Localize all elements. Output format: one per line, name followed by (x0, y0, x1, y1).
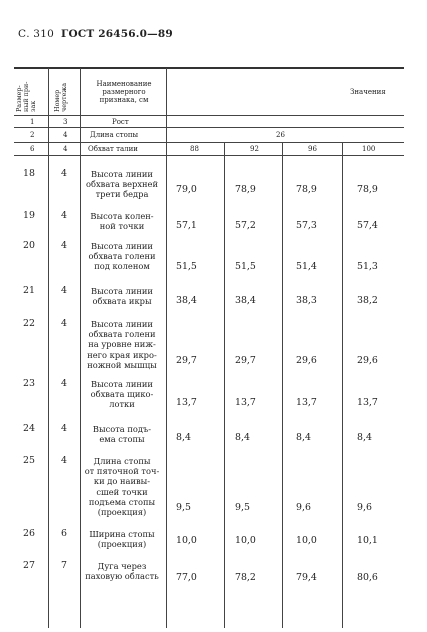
page-number: С. 310 (18, 28, 54, 40)
drawing-number: 4 (61, 168, 67, 179)
drawing-number: 4 (63, 145, 68, 153)
feature-name-line: (проекция) (97, 507, 147, 518)
measurement-value: 51,4 (296, 261, 317, 272)
feature-name (80, 169, 164, 200)
feature-name-line: Ширина стопы (89, 529, 155, 539)
measurement-value: 79,4 (296, 572, 317, 583)
measurement-value: 29,6 (296, 355, 317, 366)
feature-name (80, 379, 164, 410)
feature-name-line: Высота линии (91, 241, 153, 251)
column-divider (224, 142, 225, 628)
row-number: 21 (23, 285, 35, 296)
drawing-number: 4 (61, 240, 67, 251)
measurement-value: 29,7 (176, 355, 197, 366)
feature-name (80, 529, 164, 549)
feature-name-line: Высота линии (91, 286, 153, 296)
drawing-number: 4 (61, 285, 67, 296)
drawing-number: 4 (61, 318, 67, 329)
feature-name-line: Высота подъ- (92, 424, 152, 434)
measurement-value: 13,7 (176, 397, 197, 408)
feature-name-line: Высота линии (91, 319, 153, 329)
feature-name-line: под коленом (94, 261, 150, 272)
feature-name-line: обхвата голени (88, 329, 156, 340)
feature-name (80, 286, 164, 306)
feature-name-line: обхвата верхней (85, 179, 158, 190)
standard-code: ГОСТ 26456.0—89 (61, 28, 173, 40)
drawing-number: 4 (61, 423, 67, 434)
measurement-value: 13,7 (296, 397, 317, 408)
feature-name-line: обхвата голени (88, 251, 156, 262)
feature-name: Рост (112, 118, 129, 126)
feature-name-line: (проекция) (97, 539, 147, 550)
row-number: 27 (23, 560, 35, 571)
feature-name-line: ема стопы (99, 434, 145, 445)
drawing-number: 4 (63, 131, 68, 139)
row-number: 22 (23, 318, 35, 329)
waist-value: 96 (308, 145, 317, 153)
feature-name (80, 241, 164, 272)
feature-name (80, 211, 164, 231)
measurement-value: 51,5 (235, 261, 256, 272)
measurement-value: 78,9 (357, 184, 378, 195)
feature-name-line: Высота линии (91, 379, 153, 389)
measurement-value: 38,4 (176, 295, 197, 306)
drawing-number: 3 (63, 118, 68, 126)
measurement-value: 13,7 (357, 397, 378, 408)
page-header (18, 28, 173, 40)
measurement-value: 9,5 (176, 502, 191, 513)
measurement-value: 57,3 (296, 220, 317, 231)
row-number: 26 (23, 528, 35, 539)
feature-name-line: обхвата икры (92, 296, 152, 307)
measurement-value: 10,0 (296, 535, 317, 546)
drawing-number: 4 (61, 455, 67, 466)
feature-value: 26 (276, 131, 285, 139)
measurement-value: 51,3 (357, 261, 378, 272)
feature-name (80, 319, 164, 370)
measurement-value: 77,0 (176, 572, 197, 583)
measurement-value: 78,2 (235, 572, 256, 583)
feature-name-line: подъема стопы (88, 496, 156, 507)
drawing-number: 7 (61, 560, 67, 571)
row-rule (14, 142, 404, 143)
drawing-number: 4 (61, 210, 67, 221)
drawing-number: 6 (61, 528, 67, 539)
measurement-value: 78,9 (296, 184, 317, 195)
measurement-value: 9,5 (235, 502, 250, 513)
row-number: 18 (23, 168, 35, 179)
measurement-value: 10,1 (357, 535, 378, 546)
measurement-value: 38,3 (296, 295, 317, 306)
measurement-value: 29,6 (357, 355, 378, 366)
row-number: 2 (30, 131, 35, 139)
feature-name-line: лотки (109, 399, 135, 410)
column-divider (166, 68, 167, 628)
feature-name-line: него края икро- (87, 349, 157, 360)
feature-name: Обхват талии (88, 145, 138, 153)
feature-name-line: ной точки (99, 221, 145, 232)
row-number: 1 (30, 118, 35, 126)
measurement-value: 10,0 (235, 535, 256, 546)
waist-value: 88 (190, 145, 199, 153)
row-rule (14, 155, 404, 156)
measurement-value: 79,0 (176, 184, 197, 195)
feature-name-line: от пяточной точ- (84, 466, 160, 477)
table-top-rule (14, 67, 404, 69)
row-rule (14, 127, 404, 128)
measurement-value: 57,1 (176, 220, 197, 231)
column-divider (282, 142, 283, 628)
row-number: 23 (23, 378, 35, 389)
header-size-number: Размер-ный при-зак (15, 81, 37, 112)
header-drawing-number: Номер чертежа (53, 82, 68, 112)
measurement-value: 8,4 (235, 432, 250, 443)
measurement-value: 38,4 (235, 295, 256, 306)
header-bottom-rule (14, 115, 404, 116)
feature-name-line: ки до наивы- (93, 476, 151, 487)
measurement-value: 51,5 (176, 261, 197, 272)
header-values: Значения (350, 88, 386, 96)
row-number: 6 (30, 145, 35, 153)
drawing-number: 4 (61, 378, 67, 389)
measurement-value: 8,4 (357, 432, 372, 443)
feature-name-line: паховую область (85, 571, 159, 582)
measurement-value: 29,7 (235, 355, 256, 366)
measurement-value: 13,7 (235, 397, 256, 408)
row-number: 25 (23, 455, 35, 466)
waist-value: 92 (250, 145, 259, 153)
feature-name-line: Длина стопы (93, 456, 151, 466)
feature-name-line: на уровне ниж- (88, 339, 156, 350)
feature-name-line: ножной мышцы (87, 359, 157, 370)
feature-name-line: трети бедра (95, 189, 149, 200)
feature-name (80, 456, 164, 517)
measurement-value: 80,6 (357, 572, 378, 583)
feature-name-line: обхвата щико- (90, 389, 154, 400)
feature-name-line: Высота линии (91, 169, 153, 179)
row-number: 20 (23, 240, 35, 251)
waist-value: 100 (362, 145, 376, 153)
measurement-value: 8,4 (176, 432, 191, 443)
measurement-value: 78,9 (235, 184, 256, 195)
measurement-value: 57,2 (235, 220, 256, 231)
measurement-value: 9,6 (296, 502, 311, 513)
measurement-value: 9,6 (357, 502, 372, 513)
row-number: 19 (23, 210, 35, 221)
column-divider (48, 68, 49, 628)
column-divider (342, 142, 343, 628)
measurement-value: 57,4 (357, 220, 378, 231)
feature-name-line: Высота колен- (90, 211, 154, 221)
feature-name (80, 424, 164, 444)
measurement-value: 10,0 (176, 535, 197, 546)
header-feature-name: Наименование размерного признака, см (96, 80, 152, 104)
feature-name (80, 561, 164, 581)
feature-name-line: сшей точки (96, 486, 148, 497)
feature-name-line: Дуга через (97, 561, 147, 571)
measurement-value: 38,2 (357, 295, 378, 306)
row-number: 24 (23, 423, 35, 434)
feature-name: Длина стопы (90, 131, 139, 139)
measurement-value: 8,4 (296, 432, 311, 443)
